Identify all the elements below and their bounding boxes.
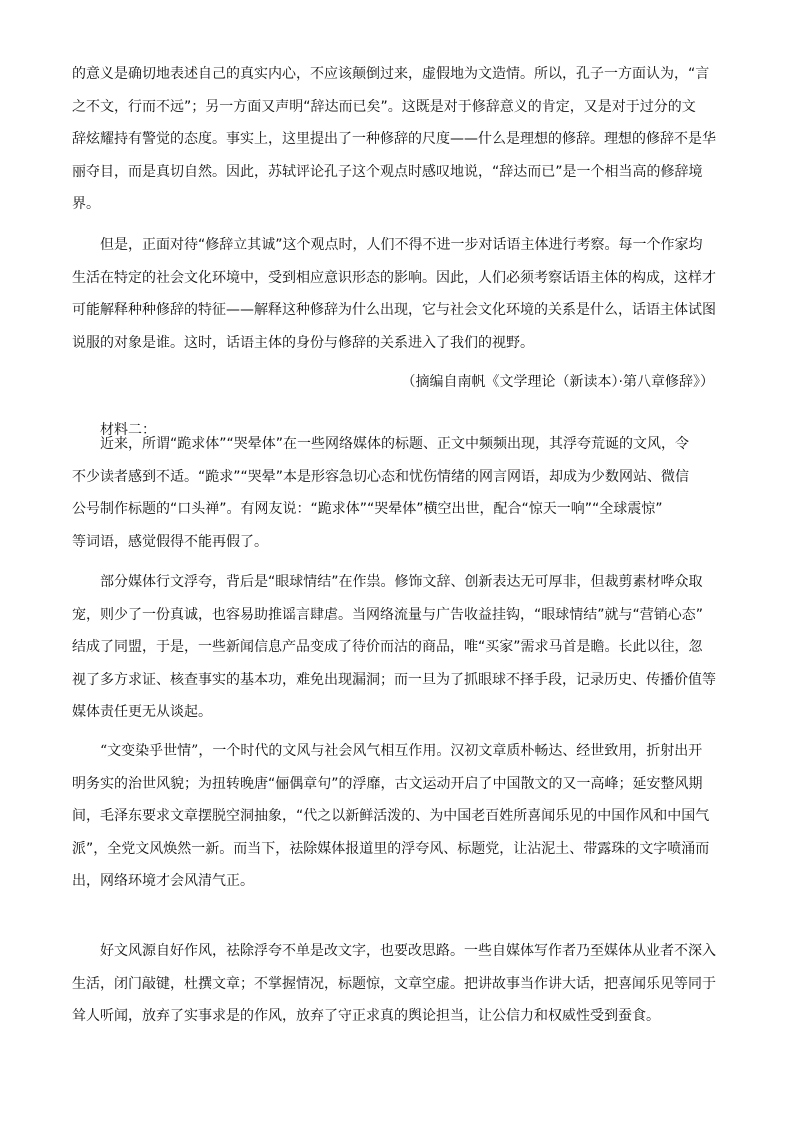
paragraph-line: 说服的对象是谁。这时，话语主体的身份与修辞的关系进入了我们的视野。	[72, 334, 534, 351]
paragraph-line: 结成了同盟，于是，一些新闻信息产品变成了待价而沽的商品，唯“买家”需求马首是瞻。长此以往，忽	[72, 639, 703, 655]
paragraph-line: 界。	[72, 196, 100, 212]
paragraph-line: 不少读者感到不适。“跪求”“哭晕”本是形容急切心态和忧伤情绪的网言网语，却成为少数网站、微信	[72, 468, 690, 485]
paragraph-line: 近来，所谓“跪求体”“哭晕体”在一些网络媒体的标题、正文中频频出现，其浮夸荒诞的文风，令	[100, 436, 690, 452]
paragraph-line: 部分媒体行文浮夸，背后是“眼球情结”在作祟。修饰文辞、创新表达无可厚非，但裁剪素材哗众取	[100, 574, 703, 590]
paragraph-line: “文变染乎世情”，一个时代的文风与社会风气相互作用。汉初文章质朴畅达、经世致用，折射出开	[100, 743, 703, 759]
material-label: 材料二：	[100, 422, 156, 438]
paragraph-4	[72, 566, 722, 729]
paragraph-line: 出，网络环境才会风清气正。	[72, 873, 254, 889]
paragraph-line: 间，毛泽东要求文章摆脱空洞抽象，“代之以新鲜活泼的、为中国老百姓所喜闻乐见的中国作风和中国气	[72, 808, 710, 824]
paragraph-line: 辞炫耀持有警觉的态度。事实上，这里提出了一种修辞的尺度——什么是理想的修辞。理想的修辞不是华	[72, 131, 716, 147]
paragraph-line: 的意义是确切地表述自己的真实内心，不应该颠倒过来，虚假地为文造情。所以，孔子一方面认为，“言	[72, 66, 710, 82]
paragraph-2	[72, 229, 722, 359]
paragraph-line: 之不文，行而不远”；另一方面又声明“辞达而已矣”。这既是对于修辞意义的肯定，又是对于过分的文	[72, 98, 696, 115]
paragraph-line: 生活，闭门敲键，杜撰文章；不掌握情况，标题惊，文章空虚。把讲故事当作讲大话，把喜闻乐见等同于	[72, 975, 716, 992]
paragraph-line: 丽夺目，而是真切自然。因此，苏轼评论孔子这个观点时感叹地说，“辞达而已”是一个相当高的修辞境	[72, 163, 703, 180]
paragraph-line: 生活在特定的社会文化环境中，受到相应意识形态的影响。因此，人们必须考察话语主体的构成，这样才	[72, 269, 716, 286]
paragraph-5	[72, 735, 722, 898]
citation: （摘编自南帆《文学理论（新读本）·第八章修辞》）	[401, 374, 714, 390]
paragraph-line: 耸人听闻，放弃了实事求是的作风，放弃了守正求真的舆论担当，让公信力和权威性受到蚕食。	[72, 1008, 660, 1024]
paragraph-3	[72, 428, 722, 558]
paragraph-line: 等词语，感觉假得不能再假了。	[72, 533, 268, 550]
paragraph-line: 但是，正面对待“修辞立其诚”这个观点时，人们不得不进一步对话语主体进行考察。每一个作家均	[100, 237, 703, 253]
paragraph-line: 视了多方求证、核查事实的基本功，难免出现漏洞；而一旦为了抓眼球不择手段，记录历史、传播价值等	[72, 671, 716, 688]
paragraph-line: 媒体责任更无从谈起。	[72, 704, 212, 720]
paragraph-line: 可能解释种种修辞的特征——解释这种修辞为什么出现，它与社会文化环境的关系是什么，话语主体试图	[72, 302, 716, 318]
paragraph-line: 公号制作标题的“口头禅”。有网友说：“跪求体”“哭晕体”横空出世，配合“惊天一响”“全球震惊”	[72, 501, 663, 517]
paragraph-line: 派”，全党文风焕然一新。而当下，祛除媒体报道里的浮夸风、标题党，让沾泥土、带露珠的文字喷涌而	[72, 840, 710, 857]
paragraph-line: 好文风源自好作风，祛除浮夸不单是改文字，也要改思路。一些自媒体写作者乃至媒体从业者不深入	[100, 943, 716, 959]
paragraph-1	[72, 58, 722, 221]
paragraph-6	[72, 935, 722, 1033]
paragraph-line: 明务实的治世风貌；为扭转晚唐“俪偶章句”的浮靡，古文运动开启了中国散文的又一高峰；延安整风期	[72, 775, 703, 792]
paragraph-line: 宠，则少了一份真诚，也容易助推谣言肆虐。当网络流量与广告收益挂钩，“眼球情结”就与“营销心态”	[72, 606, 704, 623]
